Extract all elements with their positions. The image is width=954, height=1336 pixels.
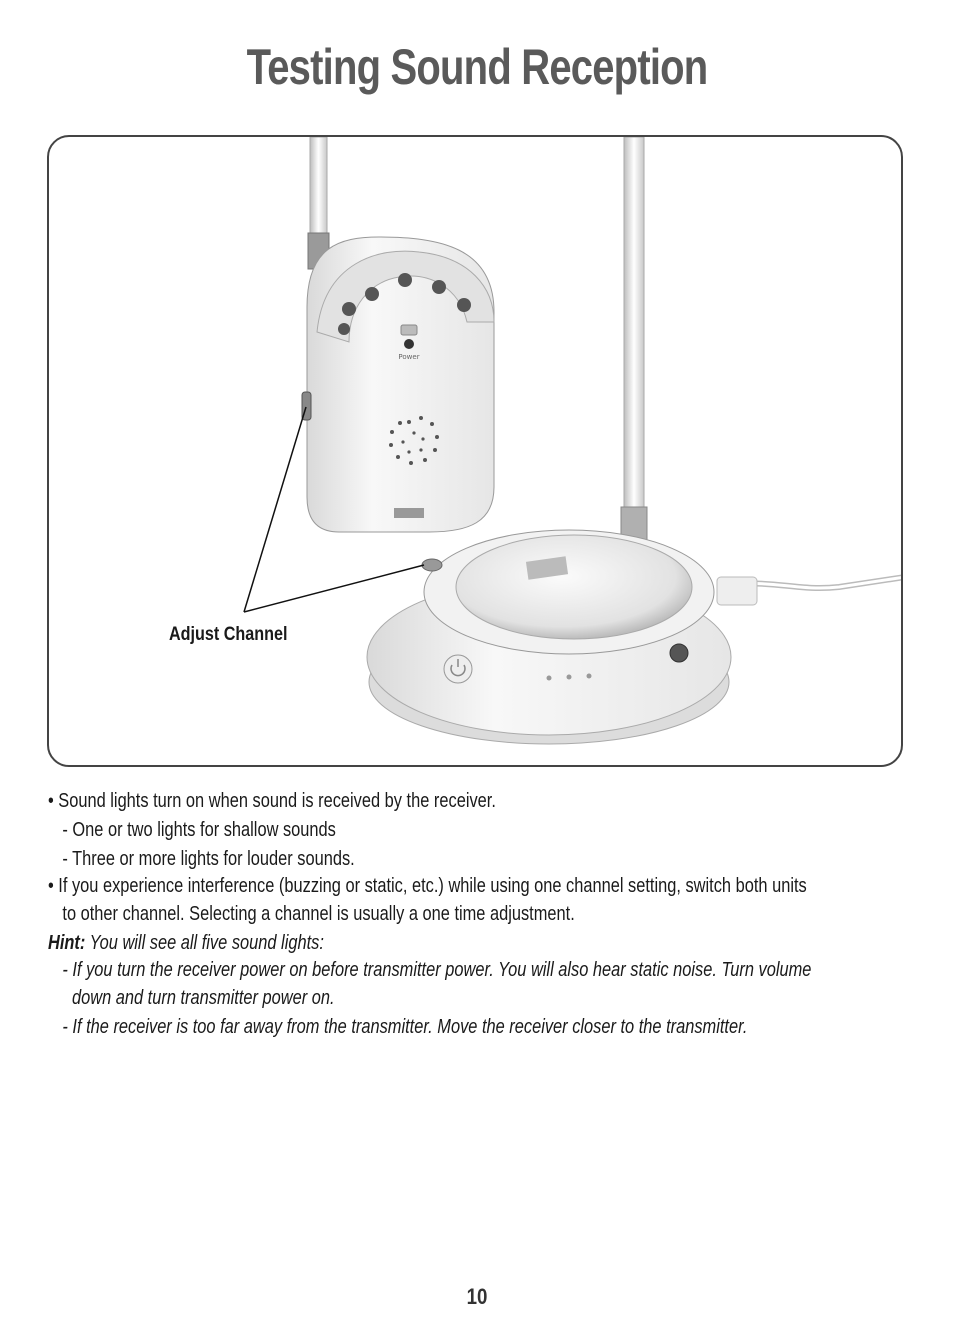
instructions-text <box>48 786 896 1041</box>
page-title: Testing Sound Reception <box>246 39 708 95</box>
bullet-sound-lights: • Sound lights turn on when sound is received by the receiver. <box>48 789 496 812</box>
receiver-antenna <box>310 137 327 237</box>
page-number: 10 <box>466 1284 488 1309</box>
monitor-illustration <box>49 137 903 767</box>
sub-item-shallow-sounds: - One or two lights for shallow sounds <box>62 818 336 841</box>
receiver-unit <box>302 237 494 532</box>
transmitter-base <box>367 530 903 744</box>
hint-item-power-order-line1: - If you turn the receiver power on before transmitter power. You will also hear static noise. Turn volume <box>62 958 812 981</box>
hint-label: Hint: <box>48 931 86 954</box>
product-illustration-frame <box>47 135 903 767</box>
transmitter-antenna <box>624 137 644 512</box>
sub-item-louder-sounds: - Three or more lights for louder sounds. <box>62 847 355 870</box>
bullet-interference-line1: • If you experience interference (buzzing or static, etc.) while using one channel setting, switch both units <box>48 874 807 897</box>
receiver-power-label: Power <box>398 353 420 361</box>
hint-item-power-order-line2: down and turn transmitter power on. <box>72 986 335 1009</box>
hint-heading <box>48 928 896 957</box>
bullet-interference-line2: to other channel. Selecting a channel is usually a one time adjustment. <box>62 902 575 925</box>
hint-item-too-far: - If the receiver is too far away from the transmitter. Move the receiver closer to the transmitter. <box>62 1015 748 1038</box>
adjust-channel-label: Adjust Channel <box>169 624 288 645</box>
hint-text: You will see all five sound lights: <box>85 931 324 954</box>
